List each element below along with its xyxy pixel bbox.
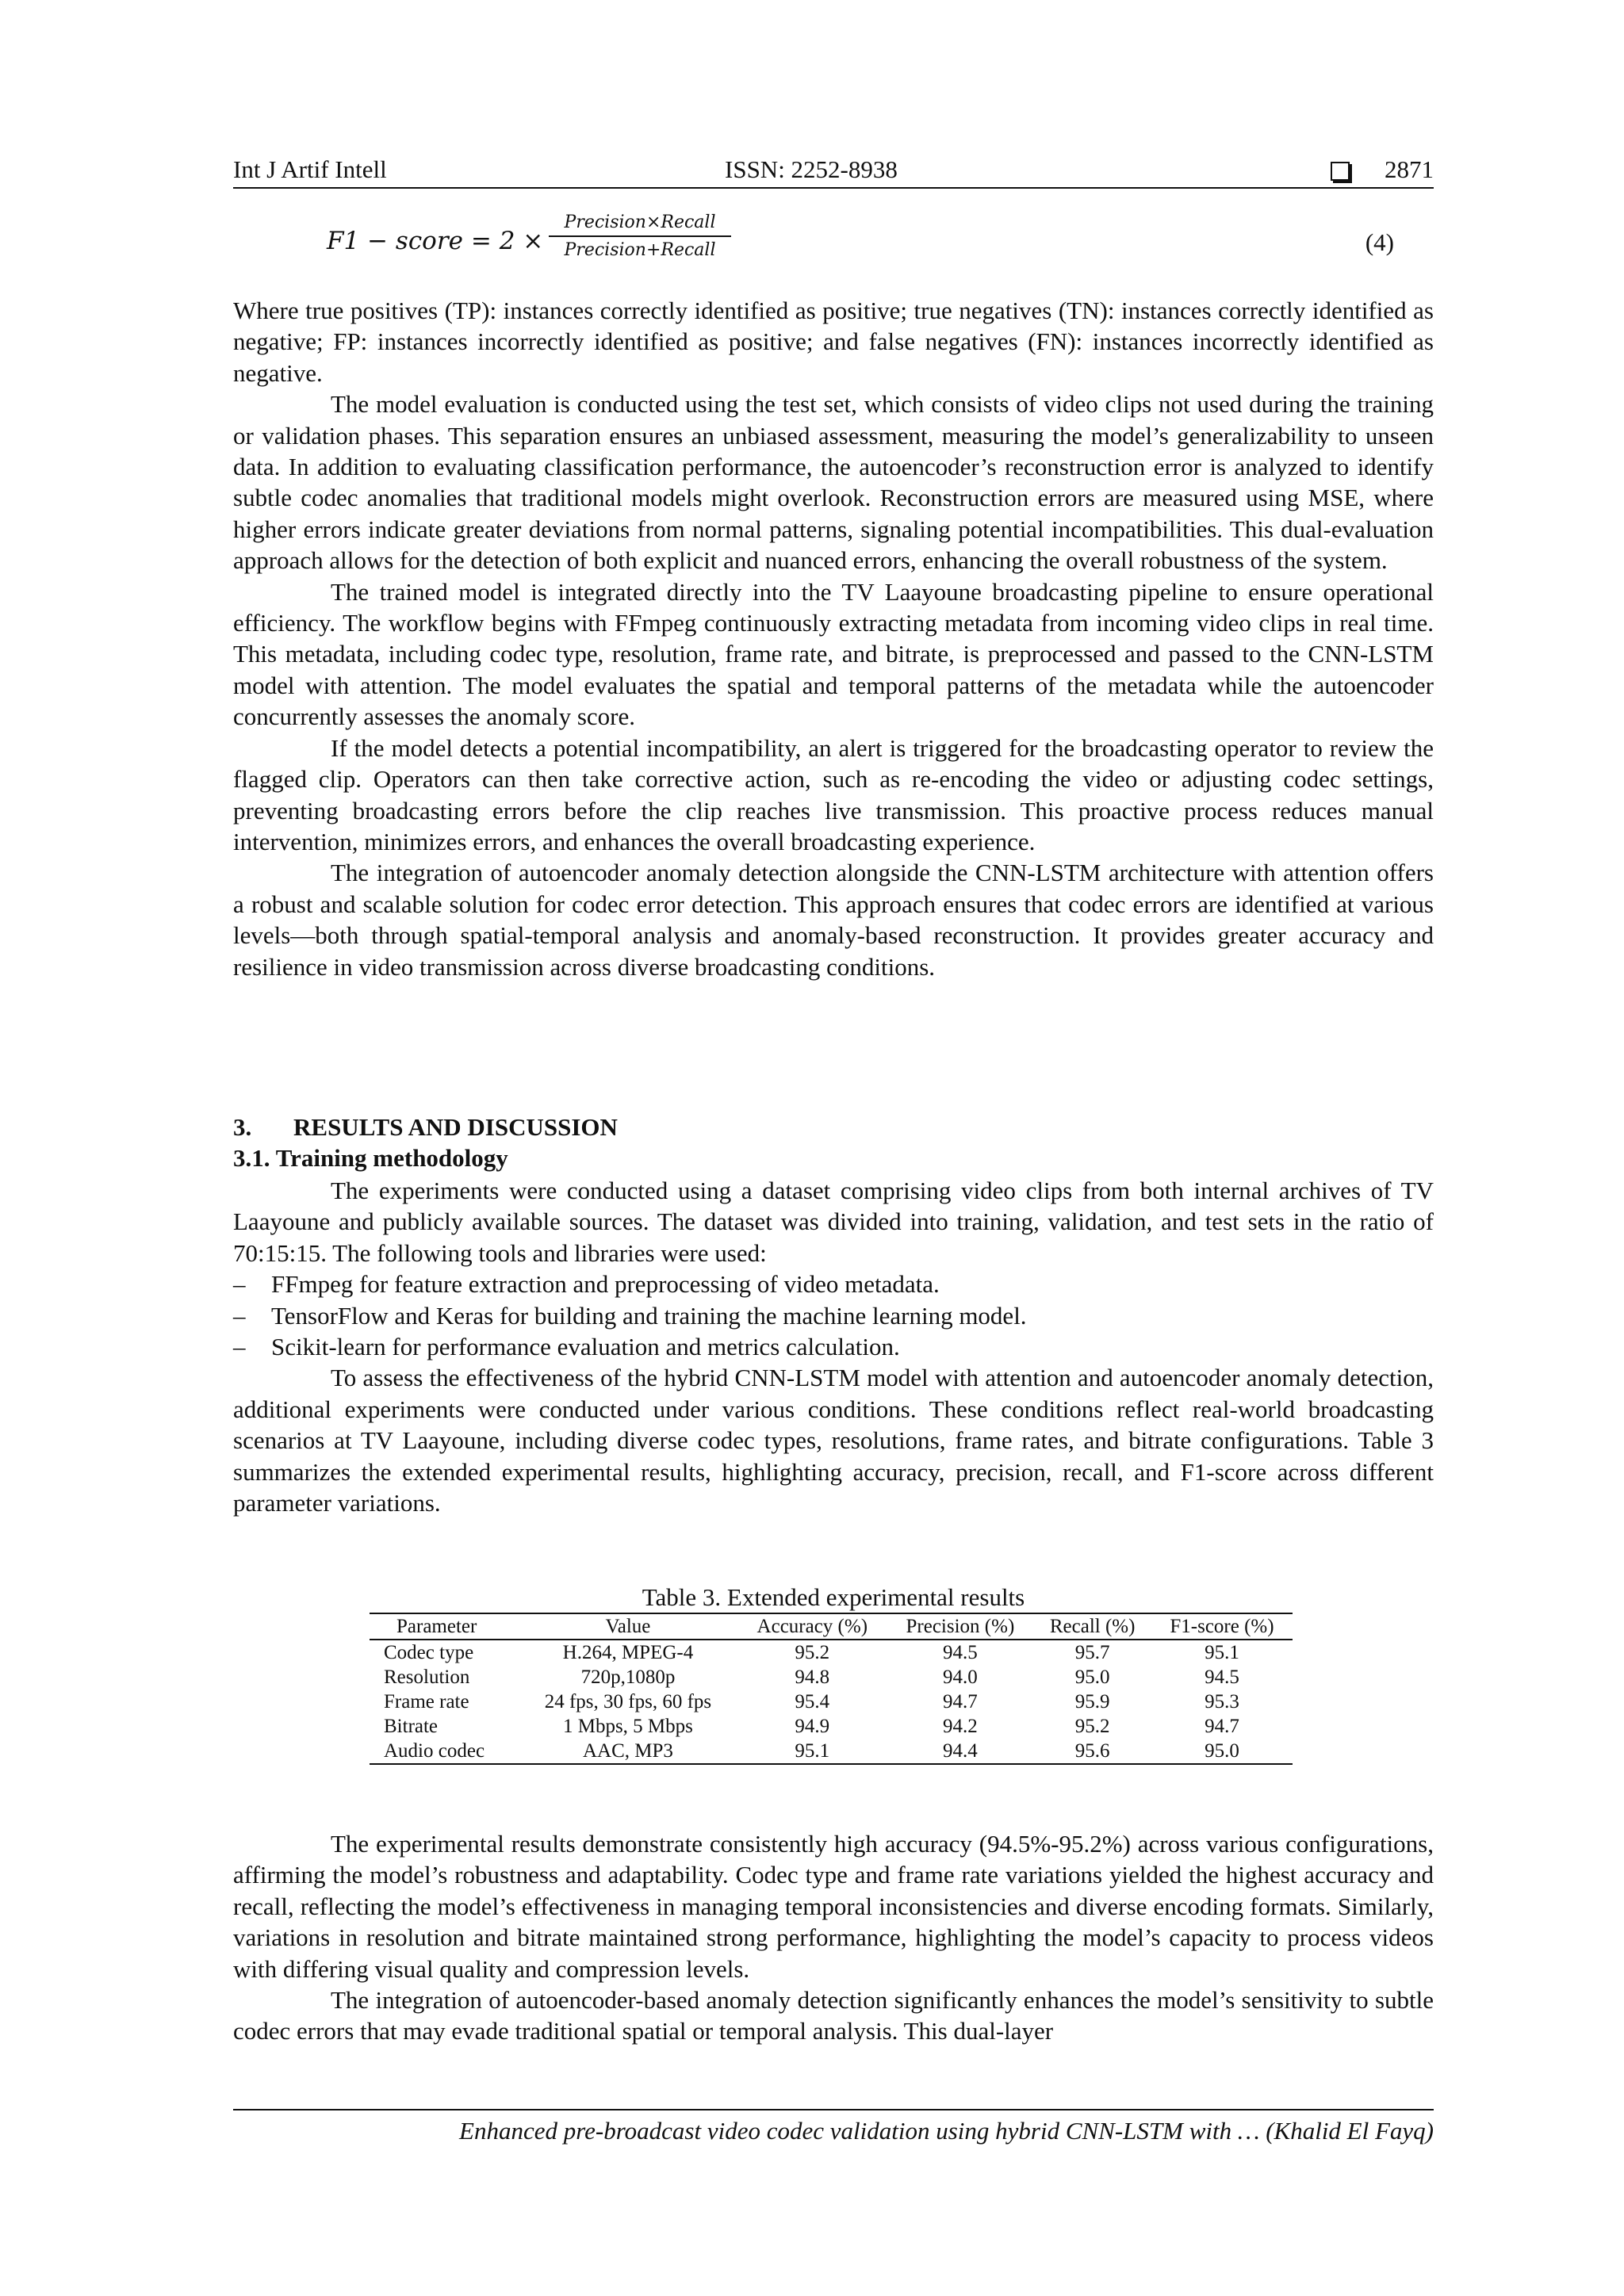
table-cell: 95.3 — [1205, 1691, 1239, 1712]
page-number-group — [1331, 155, 1434, 184]
equation-fraction — [549, 212, 731, 260]
table-cell: Resolution — [384, 1667, 470, 1688]
table-cell: 95.7 — [1074, 1642, 1110, 1663]
table-row — [370, 1640, 1293, 1665]
table-cell: 95.9 — [1074, 1691, 1110, 1712]
section-title: RESULTS AND DISCUSSION — [293, 1113, 618, 1141]
table-cell: 95.0 — [1074, 1667, 1110, 1688]
paragraph: The trained model is integrated directly into the TV Laayoune broadcasting pipeline to ensure operational efficiency. The workflow begins with FFmpeg continuously extracting metadata from incoming video clips in real time. This metadata, including codec type, resolution, frame rate, and bitrate, is preprocessed and passed to the CNN-LSTM model with attention. The model evaluates the spatial and temporal patterns of the metadata while the autoencoder concurrently assesses the anomaly score. — [233, 577, 1434, 731]
table-row — [370, 1714, 1293, 1739]
list-item-text: FFmpeg for feature extraction and preprocessing of video metadata. — [271, 1270, 940, 1299]
table-cell: Frame rate — [384, 1691, 469, 1712]
list-item-text: TensorFlow and Keras for building and training the machine learning model. — [271, 1301, 1027, 1330]
body-text-top — [233, 295, 1434, 982]
table-row — [370, 1739, 1293, 1764]
column-header: Recall (%) — [1033, 1613, 1151, 1640]
paragraph: The experimental results demonstrate consistently high accuracy (94.5%-95.2%) across various configurations, affirming the model’s robustness and adaptability. Codec type and frame rate variations yielded the highest accuracy and recall, reflecting the model’s effectiveness in managing temporal inconsistencies and diverse encoding formats. Similarly, variations in resolution and bitrate maintained strong performance, highlighting the model’s capacity to process videos with differing visual quality and compression levels. — [233, 1830, 1434, 1983]
paragraph: If the model detects a potential incompatibility, an alert is triggered for the broadcasting operator to review the flagged clip. Operators can then take corrective action, such as re-encoding the video or adjusting codec settings, preventing broadcasting errors before the clip reaches live transmission. This proactive process reduces manual intervention, minimizes errors, and enhances the overall broadcasting experience. — [233, 733, 1434, 855]
results-table — [370, 1613, 1293, 1765]
equation-numerator: Precision×Recall — [549, 212, 731, 237]
column-header: Accuracy (%) — [737, 1613, 887, 1640]
journal-name: Int J Artif Intell — [233, 155, 387, 183]
table-cell: 1 Mbps, 5 Mbps — [562, 1716, 693, 1737]
bullet-dash: – — [233, 1270, 246, 1299]
column-header: Parameter — [370, 1613, 519, 1640]
running-header — [233, 155, 1434, 189]
table-cell: H.264, MPEG-4 — [562, 1642, 694, 1663]
paragraph: Where true positives (TP): instances correctly identified as positive; true negatives (TN): instances correctly identified as negative; FP: instances incorrectly identified as positive; and false negatives (FN): instances incorrectly identified as negative. — [233, 297, 1434, 387]
equation-f1-score — [327, 212, 1434, 276]
table-cell: AAC, MP3 — [519, 1739, 737, 1764]
table-cell: 95.1 — [737, 1739, 887, 1764]
table-cell: 95.2 — [795, 1642, 830, 1663]
column-header: Value — [519, 1613, 737, 1640]
table-row — [370, 1689, 1293, 1714]
footer-citation: Enhanced pre-broadcast video codec validation using hybrid CNN-LSTM with … (Khalid El Fayq) — [459, 2117, 1434, 2145]
subsection-heading: 3.1. Training methodology — [233, 1144, 508, 1172]
body-text-middle — [233, 1175, 1434, 1518]
paragraph: The integration of autoencoder anomaly detection alongside the CNN-LSTM architecture with attention offers a robust and scalable solution for codec error detection. This approach ensures that codec errors are identified at various levels—both through spatial-temporal analysis and anomaly-based reconstruction. It provides greater accuracy and resilience in video transmission across diverse broadcasting conditions. — [233, 859, 1434, 981]
table-cell: 95.6 — [1033, 1739, 1151, 1764]
table-row — [370, 1665, 1293, 1689]
list-item — [233, 1300, 1434, 1331]
paragraph: The model evaluation is conducted using the test set, which consists of video clips not used during the training or validation phases. This separation ensures an unbiased assessment, measuring the model’s generalizability to unseen data. In addition to evaluating classification performance, the autoencoder’s reconstruction error is analyzed to identify subtle codec anomalies that traditional models might overlook. Reconstruction errors are measured using MSE, where higher errors indicate greater deviations from normal patterns, signaling potential incompatibilities. This dual-evaluation approach allows for the detection of both explicit and nuanced errors, enhancing the overall robustness of the system. — [233, 390, 1434, 575]
table-cell: Audio codec — [370, 1739, 519, 1764]
checkbox-square-icon — [1331, 162, 1350, 181]
column-header: F1-score (%) — [1151, 1613, 1293, 1640]
table-cell: 95.0 — [1151, 1739, 1293, 1764]
equation-number: (4) — [1365, 228, 1394, 256]
list-item — [233, 1331, 1434, 1362]
paragraph: The experiments were conducted using a dataset comprising video clips from both internal archives of TV Laayoune and publicly available sources. The dataset was divided into training, validation, and test sets in the ratio of 70:15:15. The following tools and libraries were used: — [233, 1177, 1434, 1267]
section-heading — [233, 1113, 618, 1142]
table-cell: 94.9 — [795, 1716, 830, 1737]
paragraph: The integration of autoencoder-based anomaly detection significantly enhances the model’s sensitivity to subtle codec errors that may evade traditional spatial or temporal analysis. This dual-layer — [233, 1986, 1434, 2045]
table-cell: 94.8 — [795, 1667, 830, 1688]
table-cell: 94.7 — [943, 1691, 978, 1712]
table-cell: 95.4 — [795, 1691, 830, 1712]
page-number: 2871 — [1385, 155, 1434, 183]
table-cell: 94.0 — [943, 1667, 978, 1688]
table-cell: 95.2 — [1074, 1716, 1110, 1737]
list-item-text: Scikit-learn for performance evaluation and metrics calculation. — [271, 1333, 900, 1361]
table-cell: 94.7 — [1205, 1716, 1239, 1737]
table-cell: Codec type — [384, 1642, 474, 1663]
table-header-row — [370, 1613, 1293, 1640]
table-cell: 720p,1080p — [580, 1667, 676, 1688]
body-text-bottom — [233, 1828, 1434, 2047]
column-header: Precision (%) — [887, 1613, 1033, 1640]
table-cell: 94.5 — [1205, 1667, 1239, 1688]
table-cell: 95.1 — [1205, 1642, 1239, 1663]
table-caption: Table 3. Extended experimental results — [642, 1583, 1025, 1611]
list-item — [233, 1269, 1434, 1299]
issn: ISSN: 2252-8938 — [725, 155, 898, 183]
bullet-dash: – — [233, 1333, 246, 1361]
running-footer — [233, 2109, 1434, 2145]
table-cell: Bitrate — [384, 1716, 439, 1737]
table-cell: 94.5 — [943, 1642, 978, 1663]
section-number: 3. — [233, 1113, 252, 1141]
paragraph: To assess the effectiveness of the hybrid CNN-LSTM model with attention and autoencoder anomaly detection, additional experiments were conducted under various conditions. These conditions reflect real-world broadcasting scenarios at TV Laayoune, including diverse codec types, resolutions, frame rates, and bitrate configurations. Table 3 summarizes the extended experimental results, highlighting accuracy, precision, recall, and F1-score across different parameter variations. — [233, 1364, 1434, 1517]
table-cell: 94.2 — [943, 1716, 978, 1737]
bullet-dash: – — [233, 1301, 246, 1330]
equation-lhs: F1 − score = 2 × — [327, 227, 544, 255]
table-cell: 94.4 — [887, 1739, 1033, 1764]
equation-denominator: Precision+Recall — [564, 240, 716, 260]
table-cell: 24 fps, 30 fps, 60 fps — [544, 1691, 712, 1712]
